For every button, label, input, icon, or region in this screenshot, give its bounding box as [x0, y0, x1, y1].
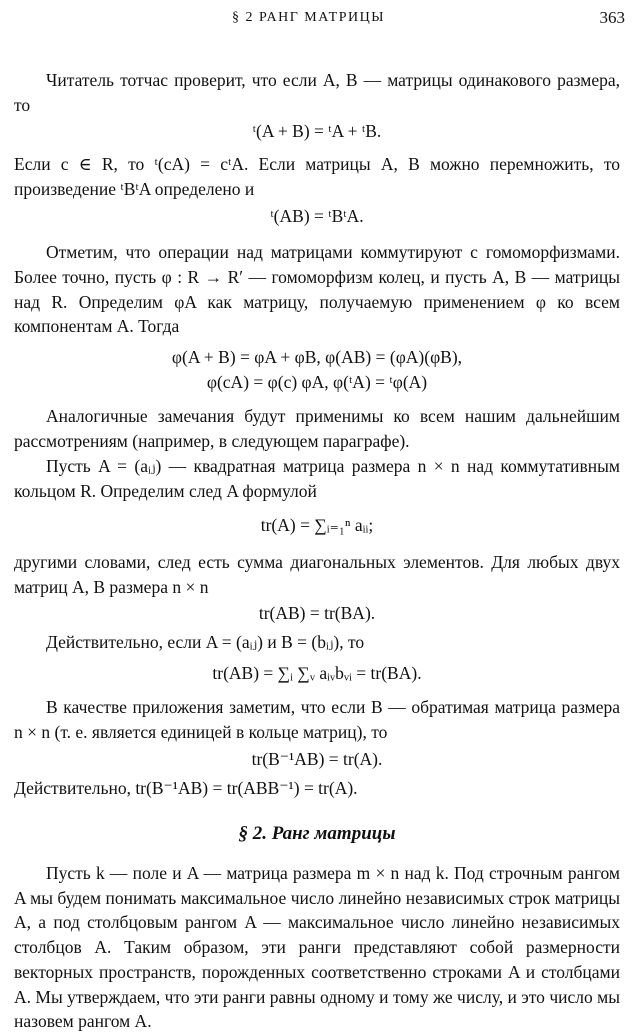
running-title: § 2 РАНГ МАТРИЦЫ [232, 10, 385, 25]
formula-trace-conjugation: tr(B⁻¹AB) = tr(A). [251, 748, 383, 769]
paragraph-rank-definition: Пусть k — поле и A — матрица размера m × n над k. Под строчным рангом A мы будем понимать максимальное число линейно независимых строк матрицы A, а под столбцовым рангом A — максимальное число линейно независимых столбцов A. Таким образом, эти ранги представляют собой размерности векторных пространств, порожденных соответственно строками A и столбцами A. Мы утверждаем, что эти ранги равны одному и тому же числу, и это число мы назовем рангом A. [14, 862, 620, 1032]
paragraph-trace-diagonal: другими словами, след есть сумма диагональных элементов. Для любых двух матриц A, B размера n × n [14, 551, 620, 597]
paragraph-invertible: В качестве приложения заметим, что если B — обратимая матрица размера n × n (т. е. является единицей в кольце матриц), то [14, 697, 620, 743]
formula-homomorphism-sum-product: φ(A + B) = φA + φB, φ(AB) = (φA)(φB), [171, 347, 463, 368]
page-header [0, 8, 635, 32]
paragraph-homomorphisms: Отметим, что операции над матрицами коммутируют с гомоморфизмами. Более точно, пусть φ : R → R′ — гомоморфизм колец, и пусть A, B — матрицы над R. Определим φA как матрицу, получаемую применением φ ко всем компонентам A. Тогда [14, 242, 620, 337]
formula-trace-definition: tr(A) = ∑ᵢ₌₁ⁿ aᵢᵢ; [260, 515, 374, 536]
section-heading: § 2. Ранг матрицы [238, 823, 396, 845]
paragraph-remarks: Аналогичные замечания будут применимы ко всем нашим дальнейшим рассмотрениям (например, в следующем параграфе). [14, 406, 620, 452]
paragraph-conjugation-proof: Действительно, tr(B⁻¹AB) = tr(ABB⁻¹) = tr(A). [14, 777, 358, 798]
paragraph-trace-proof: Действительно, если A = (aᵢⱼ) и B = (bᵢⱼ), то [46, 632, 365, 653]
formula-transpose-product: ᵗ(AB) = ᵗBᵗA. [270, 205, 364, 226]
page-number: 363 [599, 8, 625, 27]
main-text [14, 68, 620, 1034]
formula-trace-proof: tr(AB) = ∑ᵢ ∑ᵥ aᵢᵥbᵥᵢ = tr(BA). [212, 662, 422, 683]
paragraph-transpose-product: Если c ∈ R, то ᵗ(cA) = cᵗA. Если матрицы A, B можно перемножить, то произведение ᵗBᵗA определено и [14, 154, 620, 199]
formula-transpose-sum: ᵗ(A + B) = ᵗA + ᵗB. [252, 121, 382, 142]
paragraph-transpose-sum: Читатель тотчас проверит, что если A, B — матрицы одинакового размера, то [14, 70, 620, 115]
formula-homomorphism-scalar-transpose: φ(cA) = φ(c) φA, φ(ᵗA) = ᵗφ(A) [206, 371, 428, 392]
paragraph-trace-definition: Пусть A = (aᵢⱼ) — квадратная матрица размера n × n над коммутативным кольцом R. Определим след A формулой [14, 455, 620, 501]
formula-trace-commutes: tr(AB) = tr(BA). [258, 603, 376, 624]
